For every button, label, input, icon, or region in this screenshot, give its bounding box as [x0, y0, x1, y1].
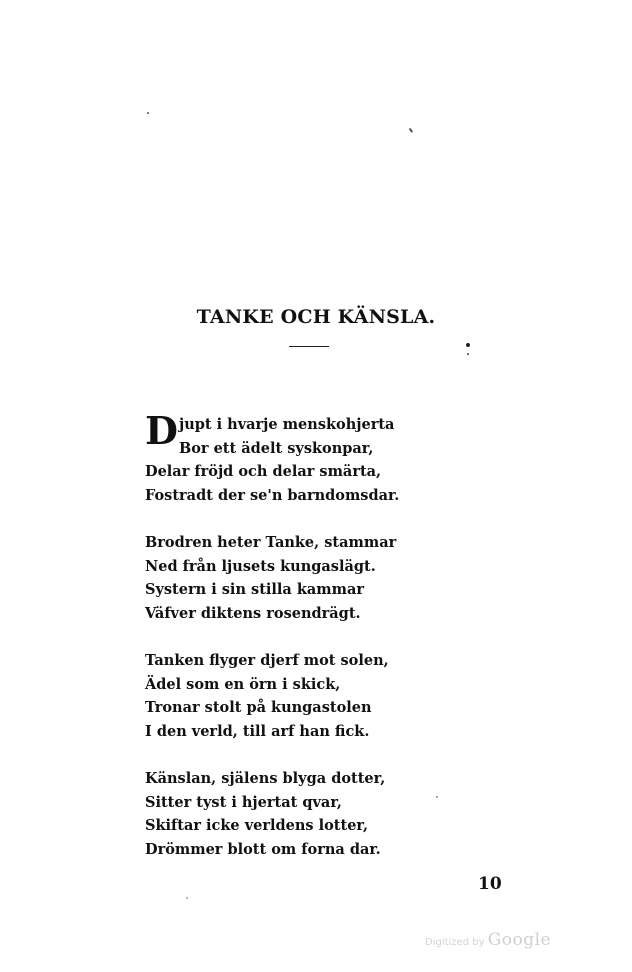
- print-speck: [409, 128, 413, 133]
- stanza-1: [145, 408, 485, 507]
- page-number: 10: [478, 874, 502, 894]
- print-speck: [466, 343, 470, 347]
- print-speck: [467, 353, 469, 355]
- poem-line: Sitter tyst i hjertat qvar,: [145, 793, 342, 811]
- poem-line: Delar fröjd och delar smärta,: [145, 463, 382, 481]
- watermark-brand: Google: [487, 930, 552, 950]
- drop-cap: D: [145, 408, 178, 453]
- poem-line: Ädel som en örn i skick,: [145, 675, 341, 693]
- watermark-prefix: Digitized by: [425, 937, 485, 948]
- stanza-3: [145, 649, 485, 743]
- poem-line: Skiftar icke verldens lotter,: [145, 817, 369, 835]
- digitization-watermark: [425, 930, 551, 950]
- stanza-2: [145, 531, 485, 625]
- poem-line: Drömmer blott om forna dar.: [145, 840, 381, 858]
- page-title: TANKE OCH KÄNSLA.: [196, 306, 436, 328]
- poem-line: Brodren heter Tanke, stammar: [145, 533, 397, 551]
- stanza-4: [145, 767, 485, 861]
- poem-line: Systern i sin stilla kammar: [145, 581, 365, 599]
- poem-line: Tronar stolt på kungastolen: [145, 699, 372, 717]
- poem-line: Känslan, själens blyga dotter,: [145, 769, 386, 787]
- poem: [145, 408, 485, 885]
- print-speck: [147, 112, 149, 114]
- poem-line: Tanken flyger djerf mot solen,: [145, 651, 389, 669]
- poem-line: I den verld, till arf han fick.: [145, 722, 370, 740]
- poem-line: Fostradt der se'n barndomsdar.: [145, 486, 400, 504]
- print-speck: [186, 897, 188, 899]
- title-divider: [289, 346, 329, 347]
- poem-line: Bor ett ädelt syskonpar,: [178, 439, 374, 457]
- poem-line: jupt i hvarje menskohjerta: [178, 416, 395, 433]
- poem-line: Väfver diktens rosendrägt.: [145, 604, 361, 622]
- poem-line: Ned från ljusets kungaslägt.: [145, 557, 376, 575]
